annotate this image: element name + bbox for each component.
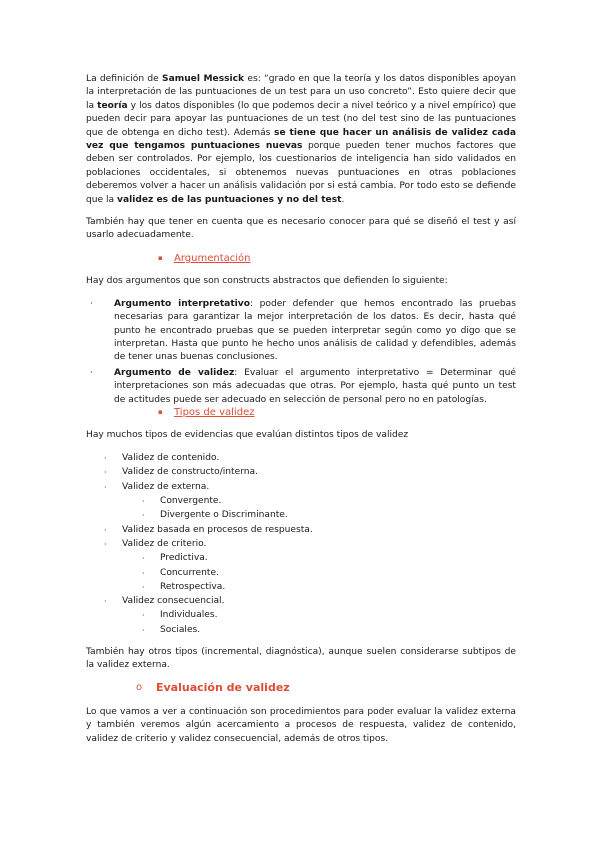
- list-item-text: Validez de criterio.: [122, 538, 207, 549]
- section-heading-tipos: [86, 406, 516, 419]
- list-item-text: Validez de contenido.: [122, 453, 220, 464]
- list-item-text: Divergente o Discriminante.: [160, 510, 288, 521]
- bold-text-run: se tiene que hacer un análisis de validez cada vez que tengamos puntuaciones nuevas: [86, 127, 516, 152]
- argument-label: Argumento interpretativo: [114, 298, 250, 309]
- square-bullet-icon: ▪: [158, 253, 163, 262]
- bullet-dot-icon: ·: [142, 625, 145, 635]
- sub-list-item: [86, 623, 516, 637]
- argument-label: Argumento de validez: [114, 367, 235, 378]
- section-title: Evaluación de validez: [156, 681, 290, 695]
- text-run: La definición de: [86, 74, 163, 84]
- list-item: [86, 523, 516, 537]
- bullet-dot-icon: ·: [142, 497, 145, 507]
- list-item: [86, 298, 516, 365]
- bullet-dot-icon: ·: [142, 611, 145, 621]
- bullet-dot-icon: ·: [142, 554, 145, 564]
- list-item-text: Individuales.: [160, 610, 218, 621]
- list-item-text: Validez de constructo/interna.: [122, 467, 259, 478]
- argument-list: [86, 298, 516, 407]
- sub-list-item: [86, 566, 516, 580]
- bold-text-run: Samuel Messick: [162, 74, 245, 84]
- list-item: [86, 452, 516, 466]
- list-item-text: Convergente.: [160, 496, 222, 507]
- intro-paragraph-usage: También hay que tener en cuenta que es necesario conocer para qué se diseñó el test y así usarlo adecuadamente.: [86, 217, 516, 241]
- bold-text-run: teoría: [97, 100, 128, 111]
- list-item-text: Validez consecuencial.: [122, 596, 225, 607]
- bullet-dot-icon: ·: [90, 298, 93, 309]
- argumentacion-intro: Hay dos argumentos que son constructs abstractos que defienden lo siguiente:: [86, 276, 448, 287]
- square-bullet-icon: ▪: [158, 407, 163, 416]
- section-heading-evaluacion: [86, 681, 516, 694]
- bullet-dot-icon: ·: [104, 482, 107, 492]
- list-item-text: Validez basada en procesos de respuesta.: [122, 524, 313, 535]
- sub-list-item: [86, 509, 516, 523]
- bullet-dot-icon: ·: [104, 454, 107, 464]
- list-item-text: Retrospectiva.: [160, 581, 226, 592]
- bullet-dot-icon: ·: [142, 511, 145, 521]
- tipos-outro: También hay otros tipos (incremental, diagnóstica), aunque suelen considerarse subtipos de la validez externa.: [86, 646, 516, 671]
- list-item: [86, 595, 516, 609]
- list-item: [86, 466, 516, 480]
- bullet-dot-icon: ·: [142, 582, 145, 592]
- bullet-dot-icon: ·: [90, 367, 93, 378]
- sub-list-item: [86, 552, 516, 566]
- sub-list-item: [86, 495, 516, 509]
- text-run: y los datos disponibles (lo que podemos decir a nivel teórico y a nivel empírico) que pueden decir para apoyar las puntuaciones de un test (no del test sino de las puntuaciones que de obtenga en dicho test). Además: [86, 100, 517, 138]
- bold-text-run: validez es de las puntuaciones y no del test: [117, 194, 342, 205]
- bullet-dot-icon: ·: [104, 597, 107, 607]
- list-item: [86, 367, 516, 407]
- intro-paragraph-definition: [86, 73, 516, 207]
- section-title: Argumentación: [174, 252, 251, 264]
- bullet-dot-icon: ·: [142, 568, 145, 578]
- sub-list-item: [86, 609, 516, 623]
- bullet-dot-icon: ·: [104, 468, 107, 478]
- list-item-text: Predictiva.: [160, 553, 208, 564]
- list-item-text: Concurrente.: [160, 567, 219, 578]
- list-item-text: Sociales.: [160, 624, 201, 635]
- text-run: porque pueden tener muchos factores que deben ser controlados. Por ejemplo, los cuestionarios de inteligencia han sido validados en poblaciones occidentales, si obtenemos nuevas puntuaciones en otras poblaciones deberemos volver a hacer un análisis validación por si está cambia. Por todo esto se defiende que la: [86, 141, 516, 205]
- evaluacion-paragraph: Lo que vamos a ver a continuación son procedimientos para poder evaluar la validez externa y también veremos algún acercamiento a procesos de respuesta, validez de contenido, validez de criterio y validez consecuencial, además de otros tipos.: [86, 706, 516, 744]
- tipos-intro: Hay muchos tipos de evidencias que evalúan distintos tipos de validez: [86, 430, 409, 441]
- section-heading-argumentacion: [86, 252, 516, 265]
- argument-text: : Evaluar el argumento interpretativo = Determinar qué interpretaciones son más adecuadas que otras. Por ejemplo, hasta qué punto un test de actitudes puede ser adecuado en selección de personal pero no en patologías.: [114, 367, 516, 405]
- sub-list-item: [86, 580, 516, 594]
- validity-types-list: [86, 452, 516, 638]
- list-item: [86, 480, 516, 494]
- bullet-dot-icon: ·: [104, 525, 107, 535]
- text-run: .: [341, 194, 345, 205]
- argument-text: : poder defender que hemos encontrado las pruebas necesarias para garantizar la mejor interpretación de los datos. Es decir, hasta qué punto he encontrado pruebas que se pueden interpretar según como yo digo que se interpretan. Hasta que punto he hecho unos análisis de calidad y defendibles, además de tener unas buenas conclusiones.: [114, 298, 516, 363]
- list-item-text: Validez de externa.: [122, 481, 210, 492]
- list-item: [86, 538, 516, 552]
- document-body: [86, 73, 516, 755]
- circle-bullet-icon: o: [136, 682, 143, 694]
- bullet-dot-icon: ·: [104, 539, 107, 549]
- text-run: es: “grado en que la teoría y los datos disponibles apoyan la interpretación de las puntuaciones de un test para un uso concreto”. Esto quiere decir que la: [86, 74, 516, 111]
- section-title: Tipos de validez: [174, 406, 255, 418]
